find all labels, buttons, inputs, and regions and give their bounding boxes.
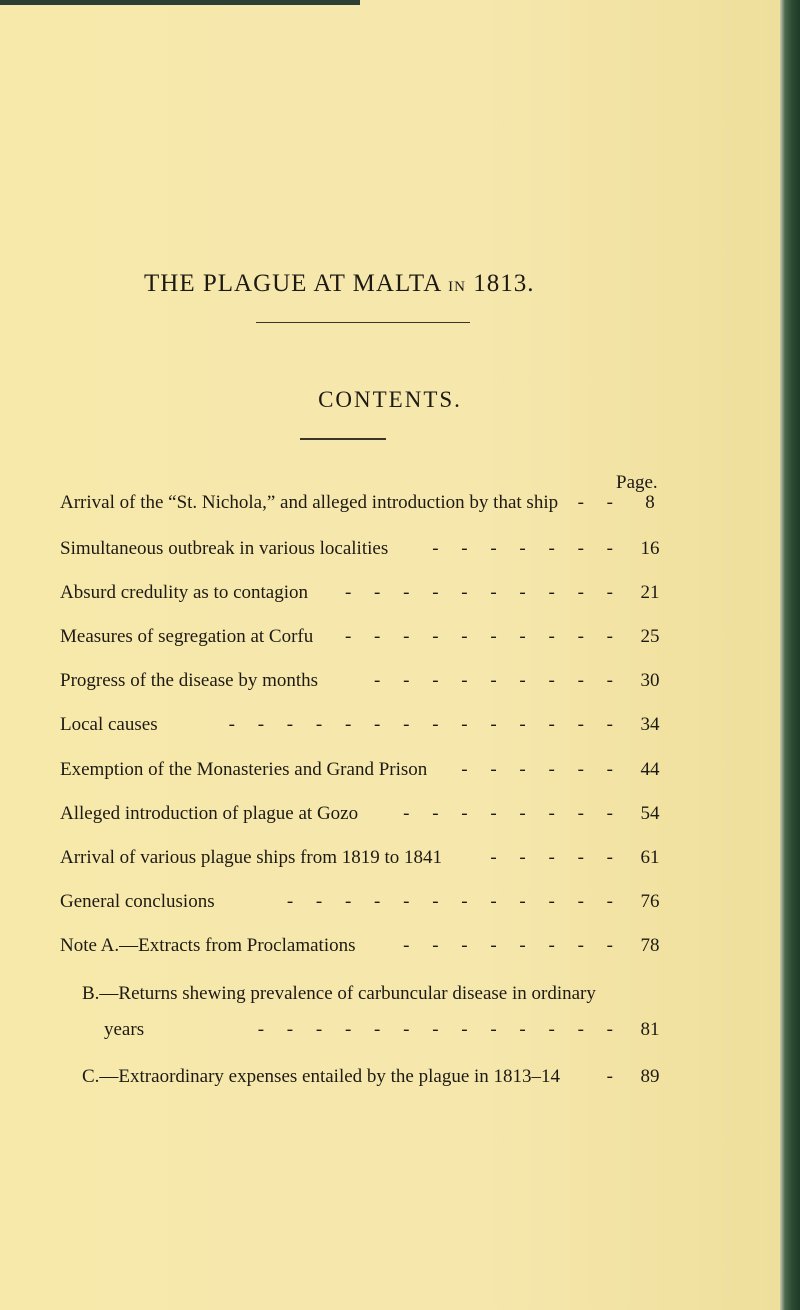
- page-title: [144, 270, 534, 298]
- toc-entry-leader: - - - - - - - - - -: [344, 582, 622, 603]
- toc-entry-label: Measures of segregation at Corfu: [60, 626, 314, 647]
- toc-entry[interactable]: [60, 538, 670, 564]
- toc-entry-leader: -: [606, 1066, 622, 1087]
- title-in: IN: [448, 279, 466, 295]
- contents-divider: [300, 438, 386, 440]
- toc-entry-page: 76: [640, 891, 660, 912]
- toc-entry-page: 16: [640, 538, 660, 559]
- book-spine-edge: [780, 0, 800, 1310]
- toc-entry-leader: - - - - - - - - - - - - - -: [228, 714, 622, 735]
- toc-entry-label: B.—Returns shewing prevalence of carbuncular disease in ordinary: [82, 983, 596, 1004]
- page-top-edge: [0, 0, 360, 5]
- title-main: THE PLAGUE AT MALTA: [144, 270, 441, 297]
- toc-entry[interactable]: [60, 626, 670, 652]
- toc-entry[interactable]: [60, 492, 670, 518]
- toc-entry[interactable]: [60, 803, 670, 829]
- toc-entry-page: 89: [640, 1066, 660, 1087]
- toc-entry-leader: - - - - - - - -: [403, 935, 622, 956]
- toc-entry[interactable]: [60, 983, 670, 1045]
- toc-entry-leader: - - - - - - - - - - - -: [286, 891, 622, 912]
- toc-entry-label: Simultaneous outbreak in various localities: [60, 538, 389, 559]
- page-column-label: Page.: [616, 472, 658, 493]
- toc-entry-page: 25: [640, 626, 660, 647]
- toc-entry-label: Progress of the disease by months: [60, 670, 319, 691]
- toc-entry-leader: - - - - - - - - - - - - -: [257, 1019, 622, 1040]
- toc-entry-page: 30: [640, 670, 660, 691]
- toc-entry-label: General conclusions: [60, 891, 215, 912]
- toc-entry-page: 34: [640, 714, 660, 735]
- toc-entry-page: 61: [640, 847, 660, 868]
- toc-entry-leader: - - - - - -: [461, 759, 622, 780]
- toc-entry-label: Arrival of various plague ships from 1819 to 1841: [60, 847, 443, 868]
- toc-entry[interactable]: [60, 714, 670, 740]
- contents-heading: CONTENTS.: [318, 387, 462, 412]
- toc-entry-label: C.—Extraordinary expenses entailed by the plague in 1813–14: [82, 1066, 561, 1087]
- toc-entry-label: Note A.—Extracts from Proclamations: [60, 935, 356, 956]
- title-divider: [256, 322, 470, 323]
- toc-entry[interactable]: [60, 847, 670, 873]
- toc-entry[interactable]: [60, 935, 670, 961]
- toc-entry-page: 78: [640, 935, 660, 956]
- toc-entry-page: 44: [640, 759, 660, 780]
- toc-entry-label: Absurd credulity as to contagion: [60, 582, 309, 603]
- toc-entry[interactable]: [60, 759, 670, 785]
- toc-entry-leader: - - - - - - -: [432, 538, 622, 559]
- toc-entry[interactable]: [60, 582, 670, 608]
- toc-entry-page: 8: [645, 492, 655, 513]
- toc-entry-leader: - - - - - - - - - -: [344, 626, 622, 647]
- toc-entry-label: Arrival of the “St. Nichola,” and alleged introduction by that ship: [60, 492, 559, 513]
- title-year: 1813.: [473, 270, 535, 297]
- toc-entry-page: 81: [640, 1019, 660, 1040]
- toc-entry-page: 54: [640, 803, 660, 824]
- toc-entry-leader: - - - - - - - - -: [374, 670, 622, 691]
- toc-entry-continuation: years: [104, 1019, 145, 1040]
- toc-entry-label: Alleged introduction of plague at Gozo: [60, 803, 359, 824]
- toc-entry-label: Local causes: [60, 714, 158, 735]
- toc-entry[interactable]: [60, 1066, 670, 1092]
- toc-entry-label: Exemption of the Monasteries and Grand Prison: [60, 759, 428, 780]
- toc-entry-leader: - - - - - - - -: [403, 803, 622, 824]
- toc-entry-leader: - -: [577, 492, 622, 513]
- toc-entry[interactable]: [60, 670, 670, 696]
- toc-entry-page: 21: [640, 582, 660, 603]
- toc-entry-leader: - - - - -: [490, 847, 622, 868]
- toc-entry[interactable]: [60, 891, 670, 917]
